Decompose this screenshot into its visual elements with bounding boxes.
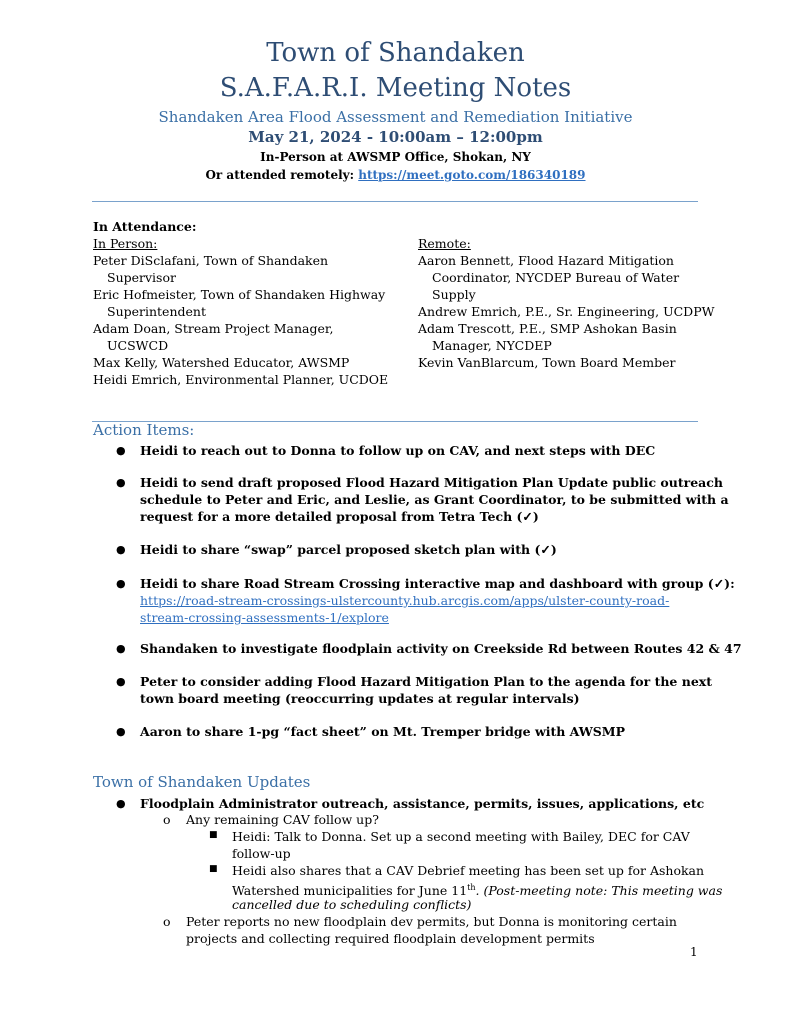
- update-subitem-cont: projects and collecting required floodplain development permits: [186, 931, 595, 946]
- attendee: Aaron Bennett, Flood Hazard Mitigation: [418, 253, 674, 268]
- meeting-link[interactable]: https://meet.goto.com/186340189: [358, 168, 586, 182]
- divider: [92, 421, 698, 422]
- update-subsubitem: Heidi: Talk to Donna. Set up a second meeting with Bailey, DEC for CAV: [232, 829, 690, 844]
- attendee: Kevin VanBlarcum, Town Board Member: [418, 355, 676, 370]
- document-title: Town of Shandaken: [266, 38, 525, 68]
- action-item: Shandaken to investigate floodplain activity on Creekside Rd between Routes 42 & 47: [140, 641, 742, 656]
- meeting-location: In-Person at AWSMP Office, Shokan, NY: [260, 150, 531, 164]
- attendee: Heidi Emrich, Environmental Planner, UCDOE: [93, 372, 389, 387]
- attendee: Eric Hofmeister, Town of Shandaken Highway: [93, 287, 386, 302]
- action-item: Heidi to share Road Stream Crossing interactive map and dashboard with group (✓):: [140, 576, 735, 591]
- attendee-cont: Supervisor: [107, 270, 176, 285]
- bullet-icon: ●: [116, 642, 126, 655]
- attendance-heading: In Attendance:: [93, 219, 197, 234]
- attendee: Peter DiSclafani, Town of Shandaken: [93, 253, 329, 268]
- update-item: Floodplain Administrator outreach, assistance, permits, issues, applications, etc: [140, 796, 705, 811]
- updates-heading: Town of Shandaken Updates: [93, 773, 311, 791]
- action-item: Heidi to send draft proposed Flood Hazard Mitigation Plan Update public outreach: [140, 475, 723, 490]
- bullet-icon: ●: [116, 444, 126, 457]
- action-items-heading: Action Items:: [93, 421, 195, 439]
- attendee-cont: Manager, NYCDEP: [432, 338, 552, 353]
- action-item: Aaron to share 1-pg “fact sheet” on Mt. Tremper bridge with AWSMP: [140, 724, 626, 739]
- action-item: Peter to consider adding Flood Hazard Mitigation Plan to the agenda for the next: [140, 674, 713, 689]
- action-item-cont: town board meeting (reoccurring updates at regular intervals): [140, 691, 580, 706]
- initiative-name: Shandaken Area Flood Assessment and Remediation Initiative: [158, 108, 633, 126]
- update-text: Watershed municipalities for June 11: [232, 883, 468, 899]
- attendee: Max Kelly, Watershed Educator, AWSMP: [93, 355, 350, 370]
- update-subsubitem: Heidi also shares that a CAV Debrief meeting has been set up for Ashokan: [232, 863, 705, 878]
- remote-label: Or attended remotely:: [205, 168, 359, 182]
- attendee-cont: Supply: [432, 287, 476, 302]
- ordinal-suffix: th: [467, 883, 476, 892]
- bullet-icon: ●: [116, 577, 126, 590]
- square-bullet-icon: ■: [209, 830, 218, 840]
- remote-line: [0, 168, 791, 182]
- arcgis-link-cont[interactable]: stream-crossing-assessments-1/explore: [140, 610, 389, 625]
- action-item-cont: request for a more detailed proposal from Tetra Tech (✓): [140, 509, 539, 524]
- action-item: Heidi to reach out to Donna to follow up on CAV, and next steps with DEC: [140, 443, 656, 458]
- attendee-cont: Coordinator, NYCDEP Bureau of Water: [432, 270, 680, 285]
- bullet-icon: ●: [116, 476, 126, 489]
- attendee: Adam Doan, Stream Project Manager,: [93, 321, 334, 336]
- document-subtitle-title: S.A.F.A.R.I. Meeting Notes: [219, 73, 572, 103]
- post-meeting-note: . (Post-meeting note: This meeting was: [475, 883, 723, 899]
- action-item-cont: schedule to Peter and Eric, and Leslie, as Grant Coordinator, to be submitted with a: [140, 492, 729, 507]
- update-subsubitem-cont: follow-up: [232, 846, 291, 861]
- post-meeting-note-cont: cancelled due to scheduling conflicts): [232, 897, 472, 912]
- attendee: Andrew Emrich, P.E., Sr. Engineering, UCDPW: [418, 304, 715, 319]
- bullet-icon: ●: [116, 725, 126, 738]
- circle-bullet-icon: o: [163, 914, 171, 929]
- bullet-icon: ●: [116, 675, 126, 688]
- update-subitem: Peter reports no new floodplain dev permits, but Donna is monitoring certain: [186, 914, 677, 929]
- remote-label-col: Remote:: [418, 236, 471, 251]
- divider: [92, 201, 698, 202]
- attendee: Adam Trescott, P.E., SMP Ashokan Basin: [418, 321, 677, 336]
- update-subitem: Any remaining CAV follow up?: [186, 812, 379, 827]
- page-number: 1: [690, 945, 698, 959]
- action-item: Heidi to share “swap” parcel proposed sketch plan with (✓): [140, 542, 557, 557]
- arcgis-link[interactable]: https://road-stream-crossings-ulstercounty.hub.arcgis.com/apps/ulster-county-road-: [140, 593, 670, 608]
- attendee-cont: Superintendent: [107, 304, 206, 319]
- bullet-icon: ●: [116, 543, 126, 556]
- attendee-cont: UCSWCD: [107, 338, 169, 353]
- meeting-date: May 21, 2024 - 10:00am – 12:00pm: [248, 128, 543, 146]
- square-bullet-icon: ■: [209, 864, 218, 874]
- in-person-label: In Person:: [93, 236, 158, 251]
- circle-bullet-icon: o: [163, 812, 171, 827]
- bullet-icon: ●: [116, 797, 126, 810]
